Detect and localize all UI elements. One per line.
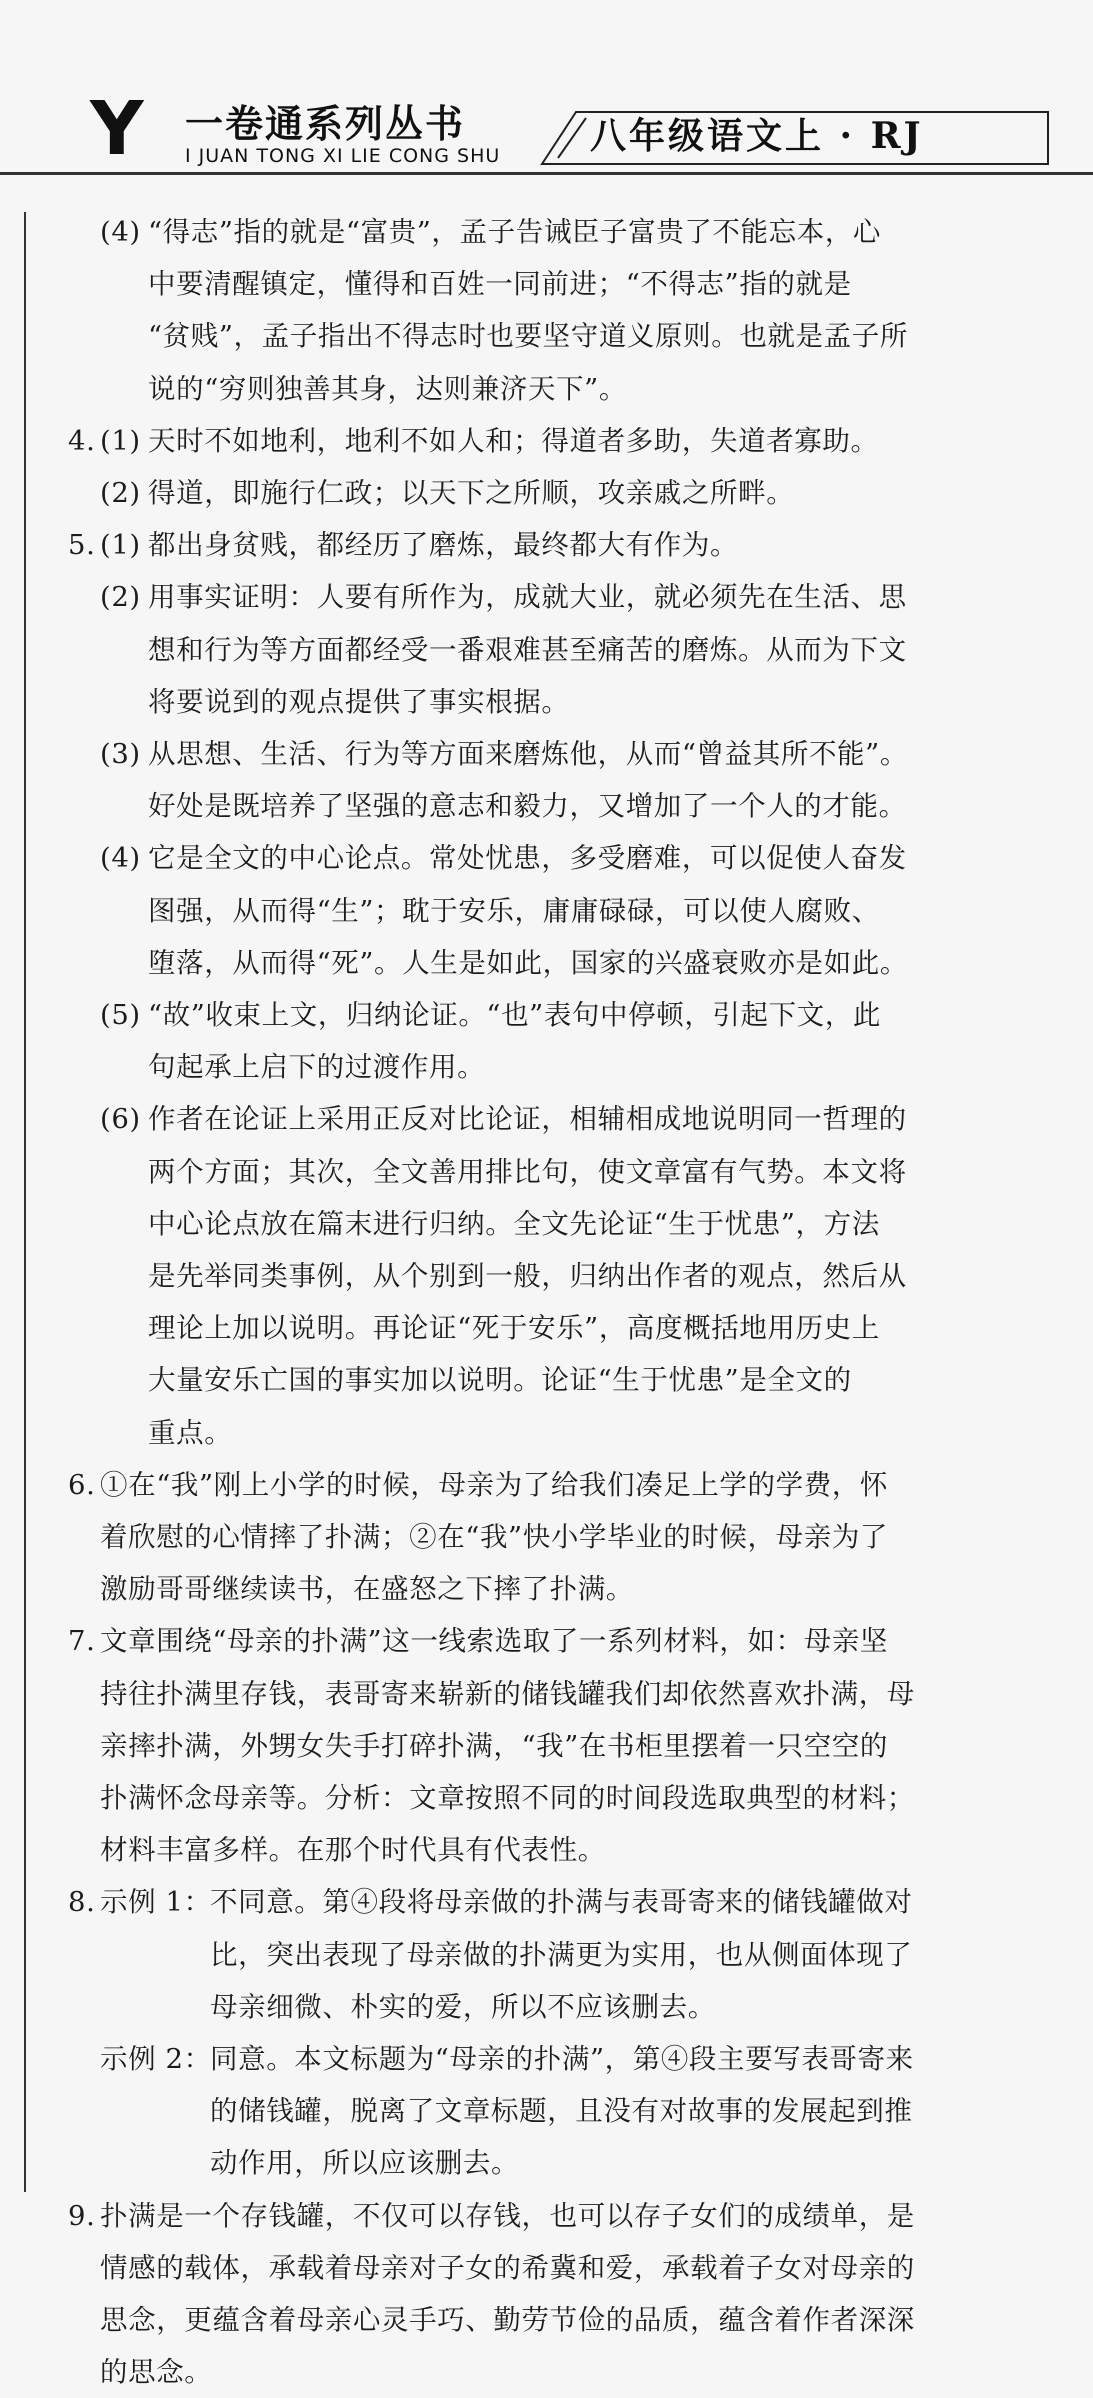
answer-line: 动作用，所以应该删去。	[210, 2147, 520, 2180]
answer-line: “贫贱”，孟子指出不得志时也要坚守道义原则。也就是孟子所	[148, 320, 908, 353]
header-divider	[0, 172, 1093, 175]
question-number: 4.	[68, 424, 96, 457]
example-label: 示例 2：	[100, 2043, 212, 2075]
answer-line: 中要清醒镇定，懂得和百姓一同前进；“不得志”指的就是	[148, 268, 852, 301]
answer-line: 比，突出表现了母亲做的扑满更为实用，也从侧面体现了	[210, 1938, 913, 1971]
answer-line: “得志”指的就是“富贵”，孟子告诫臣子富贵了不能忘本，心	[148, 216, 882, 248]
answer-line: 好处是既培养了坚强的意志和毅力，又增加了一个人的才能。	[148, 790, 907, 823]
answer-line: 从思想、生活、行为等方面来磨炼他，从而“曾益其所不能”。	[148, 738, 908, 770]
series-title: 一卷通系列丛书	[185, 102, 466, 146]
answer-line: 的思念。	[100, 2356, 213, 2389]
answer-line: 激励哥哥继续读书，在盛怒之下摔了扑满。	[100, 1573, 634, 1606]
answer-line: 句起承上启下的过渡作用。	[148, 1051, 486, 1084]
answer-line: 母亲细微、朴实的爱，所以不应该删去。	[210, 1990, 716, 2023]
page-header	[0, 0, 1093, 175]
answer-line: 不同意。第④段将母亲做的扑满与表哥寄来的储钱罐做对	[210, 1886, 913, 1919]
answer-line: 是先举同类事例，从个别到一般，归纳出作者的观点，然后从	[148, 1260, 907, 1292]
answer-line: 说的“穷则独善其身，达则兼济天下”。	[148, 372, 627, 405]
sub-question-number: (4)	[100, 216, 141, 248]
question-number: 7.	[68, 1625, 96, 1658]
answer-line: 着欣慰的心情摔了扑满；②在“我”快小学毕业的时候，母亲为了	[100, 1521, 889, 1553]
answer-line: 的储钱罐，脱离了文章标题，且没有对故事的发展起到推	[210, 2095, 913, 2128]
series-pinyin: I JUAN TONG XI LIE CONG SHU	[185, 145, 501, 167]
answer-line: 用事实证明：人要有所作为，成就大业，就必须先在生活、思	[148, 581, 907, 614]
answer-line: 作者在论证上采用正反对比论证，相辅相成地说明同一哲理的	[148, 1103, 907, 1136]
answer-line: 理论上加以说明。再论证“死于安乐”，高度概括地用历史上	[148, 1312, 880, 1345]
answer-line: 思念，更蕴含着母亲心灵手巧、勤劳节俭的品质，蕴含着作者深深	[100, 2304, 915, 2336]
answer-line: ①在“我”刚上小学的时候，母亲为了给我们凑足上学的学费，怀	[100, 1468, 889, 1501]
answer-line: 材料丰富多样。在那个时代具有代表性。	[100, 1834, 606, 1867]
question-number: 5.	[68, 529, 96, 562]
answer-line: 扑满怀念母亲等。分析：文章按照不同的时间段选取典型的材料；	[100, 1782, 915, 1814]
example-label: 示例 1：	[100, 1886, 212, 1919]
answer-line: 中心论点放在篇末进行归纳。全文先论证“生于忧患”，方法	[148, 1207, 880, 1240]
left-margin-rule	[24, 212, 26, 2192]
answer-line: 重点。	[148, 1416, 233, 1449]
answer-line: 持往扑满里存钱，表哥寄来崭新的储钱罐我们却依然喜欢扑满，母	[100, 1677, 915, 1710]
answer-line: 将要说到的观点提供了事实根据。	[148, 685, 570, 718]
sub-question-number: (5)	[100, 999, 141, 1031]
answer-line: 文章围绕“母亲的扑满”这一线索选取了一系列材料，如：母亲坚	[100, 1625, 889, 1658]
sub-question-number: (2)	[100, 477, 141, 509]
sub-question-number: (1)	[100, 424, 141, 457]
answer-line: 都出身贫贱，都经历了磨炼，最终都大有作为。	[148, 529, 739, 562]
answer-line: 堕落，从而得“死”。人生是如此，国家的兴盛衰败亦是如此。	[148, 946, 908, 979]
answer-line: 大量安乐亡国的事实加以说明。论证“生于忧患”是全文的	[148, 1364, 852, 1397]
answer-line: 它是全文的中心论点。常处忧患，多受磨难，可以促使人奋发	[148, 842, 907, 875]
answer-line: 亲摔扑满，外甥女失手打碎扑满，“我”在书柜里摆着一只空空的	[100, 1729, 889, 1762]
answer-line: 情感的载体，承载着母亲对子女的希冀和爱，承载着子女对母亲的	[100, 2251, 915, 2284]
series-logo-letter: Y	[90, 86, 142, 172]
grade-label-box	[536, 106, 1056, 166]
answer-line: 扑满是一个存钱罐，不仅可以存钱，也可以存子女们的成绩单，是	[100, 2199, 915, 2232]
question-number: 6.	[68, 1468, 96, 1501]
answer-line: 两个方面；其次，全文善用排比句，使文章富有气势。本文将	[148, 1155, 907, 1188]
sub-question-number: (4)	[100, 842, 141, 875]
answer-line: 同意。本文标题为“母亲的扑满”，第④段主要写表哥寄来	[210, 2043, 914, 2075]
sub-question-number: (6)	[100, 1103, 141, 1136]
answer-line: “故”收束上文，归纳论证。“也”表句中停顿，引起下文，此	[148, 999, 882, 1031]
sub-question-number: (2)	[100, 581, 141, 614]
answer-line: 想和行为等方面都经受一番艰难甚至痛苦的磨炼。从而为下文	[148, 633, 907, 666]
answer-line: 得道，即施行仁政；以天下之所顺，攻亲戚之所畔。	[148, 477, 795, 509]
sub-question-number: (3)	[100, 738, 141, 770]
grade-label: 八年级语文上 · RJ	[590, 115, 924, 157]
question-number: 9.	[68, 2199, 96, 2232]
question-number: 8.	[68, 1886, 96, 1919]
sub-question-number: (1)	[100, 529, 141, 562]
answer-line: 天时不如地利，地利不如人和；得道者多助，失道者寡助。	[148, 424, 879, 457]
answer-line: 图强，从而得“生”；耽于安乐，庸庸碌碌，可以使人腐败、	[148, 894, 880, 927]
